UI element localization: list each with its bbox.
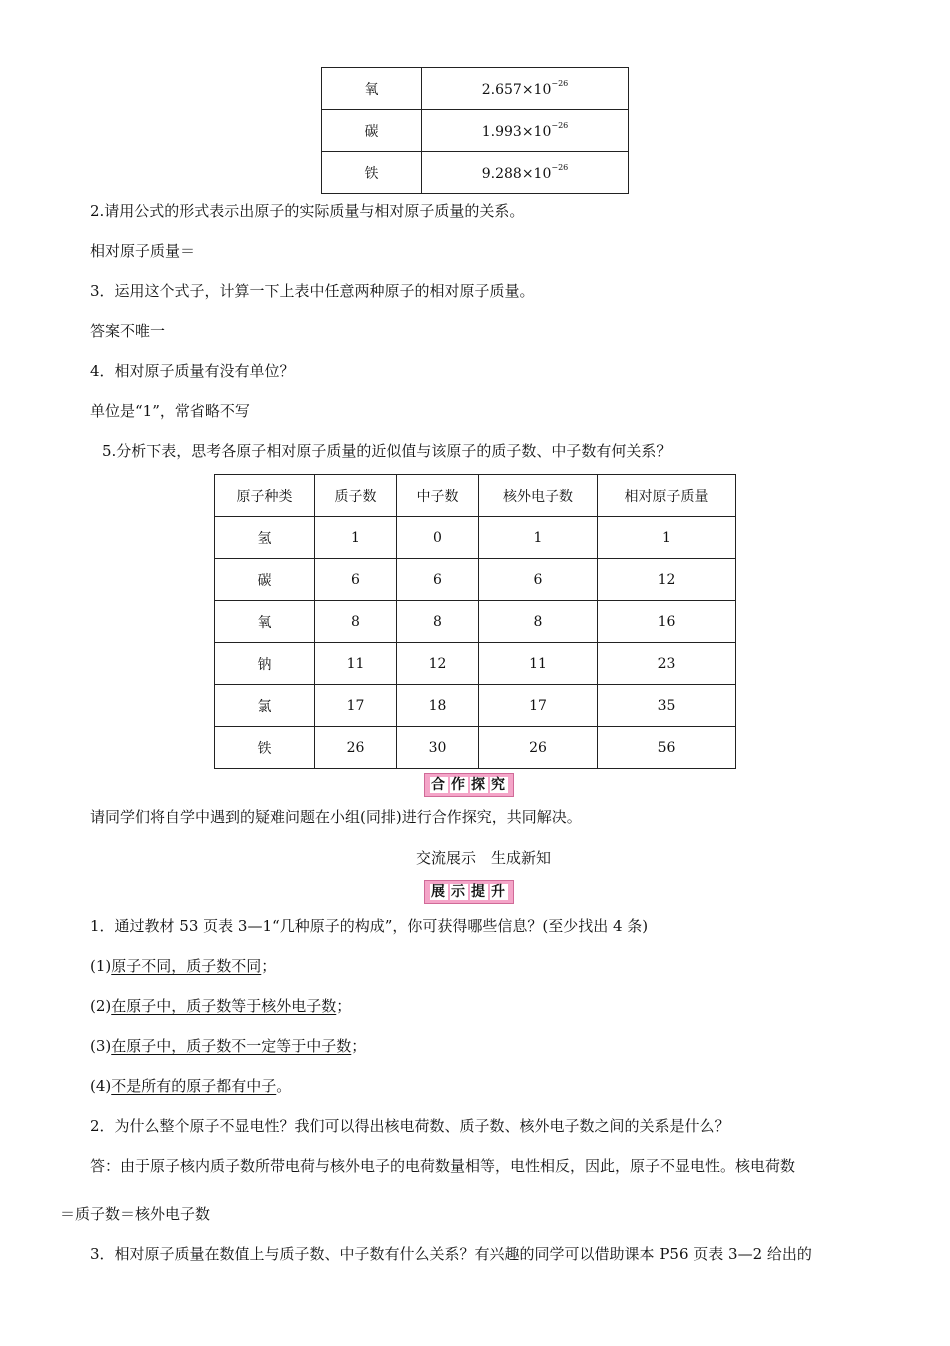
table-row [215, 517, 736, 559]
answer-line-2: ＝质子数＝核外电子数 [60, 1205, 211, 1223]
table-cell: 6 [479, 559, 598, 601]
paragraph-3: 3．相对原子质量在数值上与质子数、中子数有什么关系？有兴趣的同学可以借助课本 P56 页表 3—2 给出的 [90, 1245, 812, 1263]
table-cell: 17 [315, 685, 397, 727]
table-cell: 30 [397, 727, 479, 769]
table-row [215, 727, 736, 769]
table-header-row [215, 475, 736, 517]
table-row [215, 643, 736, 685]
header-cell: 核外电子数 [479, 475, 598, 517]
section-title: 交流展示 生成新知 [416, 849, 552, 867]
table-cell: 0 [397, 517, 479, 559]
list-item: (1)原子不同，质子数不同； [90, 957, 277, 975]
question-5: 5.分析下表，思考各原子相对原子质量的近似值与该原子的质子数、中子数有何关系？ [102, 442, 672, 460]
mass-cell: $2.657\times 10^{-26}$ [422, 68, 629, 110]
cooperative-inquiry-badge: 合 作 探 究 [424, 773, 514, 797]
table-row [322, 68, 629, 110]
table-cell: 35 [598, 685, 736, 727]
list-item: (3)在原子中，质子数不一定等于中子数； [90, 1037, 367, 1055]
presentation-badge: 展 示 提 升 [424, 880, 514, 904]
table-cell: 6 [397, 559, 479, 601]
table-cell: 56 [598, 727, 736, 769]
atomic-mass-table [321, 67, 629, 194]
table-cell: 8 [397, 601, 479, 643]
header-cell: 原子种类 [215, 475, 315, 517]
atom-composition-table [214, 474, 736, 769]
table-cell: 11 [479, 643, 598, 685]
cooperation-text: 请同学们将自学中遇到的疑难问题在小组(同排)进行合作探究，共同解决。 [90, 808, 582, 826]
table-cell: 钠 [215, 643, 315, 685]
table-cell: 12 [598, 559, 736, 601]
table-cell: 8 [315, 601, 397, 643]
paragraph-1: 1．通过教材 53 页表 3—1“几种原子的构成”，你可获得哪些信息？(至少找出 4 条) [90, 917, 649, 935]
table-cell: 8 [479, 601, 598, 643]
table-cell: 1 [479, 517, 598, 559]
mass-cell: $1.993\times 10^{-26}$ [422, 110, 629, 152]
element-cell: 铁 [322, 152, 422, 194]
table-cell: 氢 [215, 517, 315, 559]
table-cell: 6 [315, 559, 397, 601]
list-item: (2)在原子中，质子数等于核外电子数； [90, 997, 352, 1015]
table-cell: 18 [397, 685, 479, 727]
table-row [215, 559, 736, 601]
mass-cell: $9.288\times 10^{-26}$ [422, 152, 629, 194]
header-cell: 中子数 [397, 475, 479, 517]
table-cell: 17 [479, 685, 598, 727]
table-cell: 26 [479, 727, 598, 769]
paragraph-2: 2．为什么整个原子不显电性？我们可以得出核电荷数、质子数、核外电子数之间的关系是什么？ [90, 1117, 730, 1135]
table-cell: 23 [598, 643, 736, 685]
table-cell: 氯 [215, 685, 315, 727]
answer-line-1: 答：由于原子核内质子数所带电荷与核外电子的电荷数量相等，电性相反，因此，原子不显电性。核电荷数 [90, 1157, 796, 1175]
table-cell: 1 [598, 517, 736, 559]
element-cell: 氧 [322, 68, 422, 110]
table-cell: 铁 [215, 727, 315, 769]
answer-4: 单位是“1”，常省略不写 [90, 402, 250, 420]
header-cell: 相对原子质量 [598, 475, 736, 517]
question-4: 4．相对原子质量有没有单位？ [90, 362, 295, 380]
answer-3: 答案不唯一 [90, 322, 166, 340]
header-cell: 质子数 [315, 475, 397, 517]
question-3: 3．运用这个式子，计算一下上表中任意两种原子的相对原子质量。 [90, 282, 535, 300]
table-row [322, 152, 629, 194]
table-cell: 26 [315, 727, 397, 769]
table-cell: 16 [598, 601, 736, 643]
table-row [215, 685, 736, 727]
table-cell: 11 [315, 643, 397, 685]
table-cell: 碳 [215, 559, 315, 601]
table-cell: 氧 [215, 601, 315, 643]
answer-2: 相对原子质量＝ [90, 242, 196, 260]
table-cell: 12 [397, 643, 479, 685]
table-cell: 1 [315, 517, 397, 559]
table-row [215, 601, 736, 643]
table-row [322, 110, 629, 152]
element-cell: 碳 [322, 110, 422, 152]
question-2: 2.请用公式的形式表示出原子的实际质量与相对原子质量的关系。 [90, 202, 525, 220]
list-item: (4)不是所有的原子都有中子。 [90, 1077, 292, 1095]
